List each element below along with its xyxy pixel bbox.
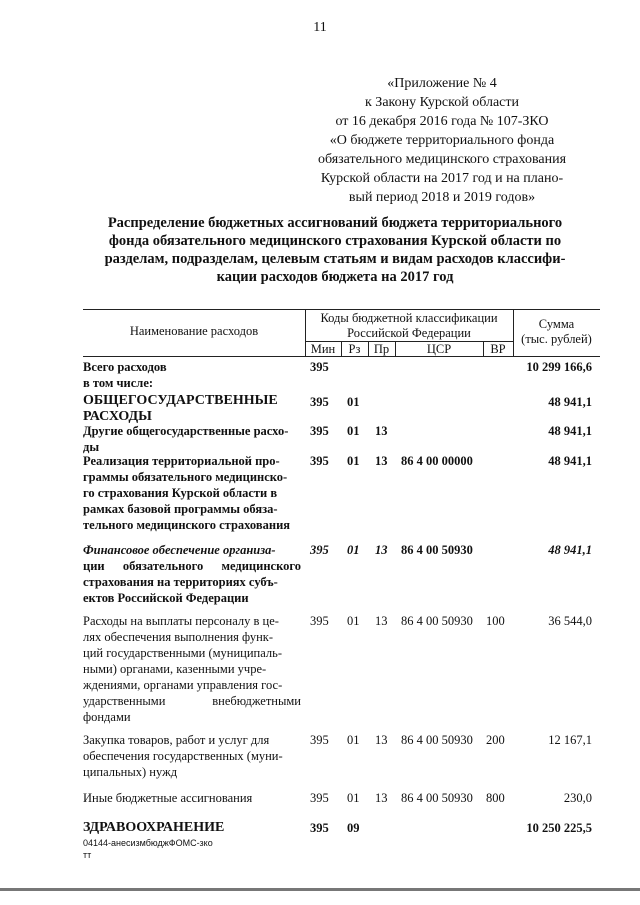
- row-sum: 48 941,1: [548, 395, 592, 409]
- row-vr: 200: [486, 733, 505, 747]
- row-name-line: Реализация территориальной про-: [83, 454, 280, 468]
- row-min: 395: [310, 395, 329, 409]
- header-sum: [513, 317, 600, 347]
- row-csr: 86 4 00 00000: [401, 454, 473, 468]
- row-name-line: ципальных) нужд: [83, 765, 178, 779]
- appendix-line: вый период 2018 и 2019 годов»: [348, 190, 536, 205]
- row-pr: 13: [375, 424, 388, 438]
- row-min: 395: [310, 791, 329, 805]
- appendix-line: «О бюджете территориального фонда: [329, 133, 555, 148]
- header-codes-group: [305, 311, 513, 341]
- row-rz: 01: [347, 454, 360, 468]
- page-number: 11: [313, 20, 327, 35]
- row-min: 395: [310, 454, 329, 468]
- title-line: Распределение бюджетных ассигнований бюджета территориального: [107, 215, 563, 231]
- row-name-line: Закупка товаров, работ и услуг для: [83, 733, 270, 747]
- row-csr: 86 4 00 50930: [401, 791, 473, 805]
- row-sum: 48 941,1: [548, 454, 592, 468]
- row-min: 395: [310, 733, 329, 747]
- row-name-line: страхования на территориях субъ-: [83, 575, 278, 589]
- row-name: [83, 613, 301, 725]
- title-line: фонда обязательного медицинского страхования Курской области по: [108, 233, 562, 249]
- row-name-line: Расходы на выплаты персоналу в це-: [83, 614, 279, 628]
- appendix-line: от 16 декабря 2016 года № 107-ЗКО: [335, 114, 549, 129]
- header-sum-line: (тыс. рублей): [521, 332, 592, 346]
- row-name-line: ными) органами, казенными учре-: [83, 662, 267, 676]
- row-csr: 86 4 00 50930: [401, 543, 473, 557]
- row-pr: 13: [375, 454, 388, 468]
- header-codes-line: Коды бюджетной классификации: [320, 311, 498, 325]
- row-name-line: ций государственными (муниципаль-: [83, 646, 282, 660]
- row-pr: 13: [375, 733, 388, 747]
- row-rz: 01: [347, 424, 360, 438]
- row-min: 395: [310, 614, 329, 628]
- row-csr: 86 4 00 50930: [401, 614, 473, 628]
- row-name-line: ции обязательного медицинского: [83, 559, 301, 573]
- row-name-line: Другие общегосударственные расхо-: [83, 424, 289, 438]
- row-name-line: фондами: [83, 710, 131, 724]
- row-name: [83, 542, 301, 606]
- row-rz: 01: [347, 395, 360, 409]
- row-name-line: ды: [83, 440, 100, 454]
- row-name-line: граммы обязательного медицинско-: [83, 470, 288, 484]
- title-line: разделам, подразделам, целевым статьям и видам расходов классифи-: [104, 251, 566, 267]
- header-name: Наименование расходов: [129, 324, 259, 338]
- title-line: кации расходов бюджета на 2017 год: [216, 269, 454, 285]
- row-name-line: лях обеспечения выполнения функ-: [83, 630, 273, 644]
- row-name-line: РАСХОДЫ: [83, 409, 152, 424]
- row-sum: 12 167,1: [548, 733, 592, 747]
- row-name: [83, 732, 301, 780]
- row-min: 395: [310, 821, 329, 835]
- document-title: [86, 214, 584, 286]
- row-sum: 10 250 225,5: [526, 821, 592, 835]
- row-min: 395: [310, 424, 329, 438]
- row-sum: 48 941,1: [548, 543, 592, 557]
- header-vr: ВР: [490, 342, 506, 356]
- row-name-line: ударственными внебюджетными: [83, 694, 301, 708]
- row-pr: 13: [375, 791, 388, 805]
- row-vr: 800: [486, 791, 505, 805]
- scan-bottom-edge: [0, 888, 640, 891]
- header-min: Мин: [310, 342, 336, 356]
- row-rz: 01: [347, 733, 360, 747]
- row-rz: 01: [347, 791, 360, 805]
- appendix-line: к Закону Курской области: [365, 95, 519, 110]
- header-codes-line: Российской Федерации: [347, 326, 471, 340]
- row-sum: 48 941,1: [548, 424, 592, 438]
- row-name-line: ОБЩЕГОСУДАРСТВЕННЫЕ: [83, 393, 278, 408]
- row-csr: 86 4 00 50930: [401, 733, 473, 747]
- row-sum: 230,0: [563, 791, 592, 805]
- appendix-line: «Приложение № 4: [387, 76, 497, 91]
- footer-document-code: 04144-анесизмбюджФОМС-зко: [83, 838, 213, 848]
- row-name-line: Финансовое обеспечение организа-: [83, 543, 276, 557]
- appendix-reference: [296, 74, 588, 207]
- row-name-line: ждениями, органами управления гос-: [83, 678, 283, 692]
- row-name-line: Иные бюджетные ассигнования: [83, 791, 253, 805]
- row-pr: 13: [375, 614, 388, 628]
- row-vr: 100: [486, 614, 505, 628]
- row-name-line: в том числе:: [83, 376, 154, 390]
- row-min: 395: [310, 360, 329, 374]
- row-name: [83, 393, 278, 425]
- row-name-line: Всего расходов: [83, 360, 167, 374]
- header-csr: ЦСР: [426, 342, 452, 356]
- row-name: [83, 790, 301, 806]
- row-min: 395: [310, 543, 329, 557]
- row-name-line: тельного медицинского страхования: [83, 518, 291, 532]
- row-rz: 01: [347, 543, 360, 557]
- row-name-line: го страхования Курской области в: [83, 486, 278, 500]
- row-sum: 10 299 166,6: [526, 360, 592, 374]
- row-rz: 09: [347, 821, 360, 835]
- row-rz: 01: [347, 614, 360, 628]
- row-name-line: ЗДРАВООХРАНЕНИЕ: [83, 820, 225, 835]
- appendix-line: обязательного медицинского страхования: [317, 152, 567, 167]
- row-pr: 13: [375, 543, 388, 557]
- row-name-line: ектов Российской Федерации: [83, 591, 249, 605]
- footer-document-code-suffix: тт: [83, 850, 92, 860]
- row-name-line: рамках базовой программы обяза-: [83, 502, 278, 516]
- row-name-line: обеспечения государственных (муни-: [83, 749, 283, 763]
- row-name: [83, 453, 301, 533]
- header-pr: Пр: [373, 342, 390, 356]
- row-sum: 36 544,0: [548, 614, 592, 628]
- row-name: [83, 820, 224, 836]
- header-top-rule: [83, 309, 600, 310]
- header-rz: Рз: [348, 342, 361, 356]
- row-name: [83, 359, 301, 391]
- row-name: [83, 423, 301, 455]
- appendix-line: Курской области на 2017 год и на плано-: [320, 171, 564, 186]
- header-sum-line: Сумма: [538, 317, 575, 331]
